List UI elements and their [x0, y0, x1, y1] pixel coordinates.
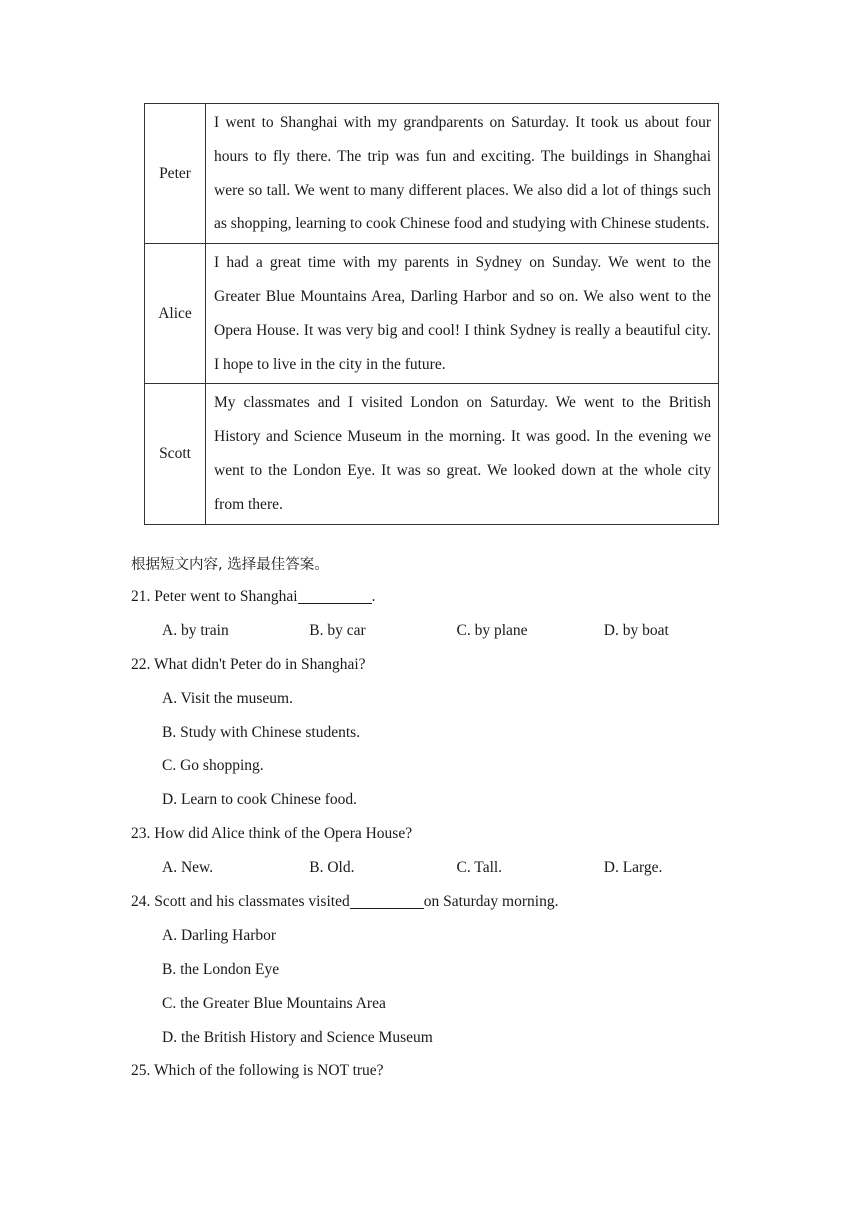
question-22: 22. What didn't Peter do in Shanghai? [131, 655, 366, 673]
option-d: D. Large. [603, 859, 663, 877]
passage-text-cell: My classmates and I visited London on Saturday. We went to the British History and Science Museum in the morning. It was good. In the evening we went to the London Eye. It was so great. We looked down at the whole city from there. [206, 384, 719, 524]
option-b: B. Old. [309, 859, 355, 877]
answer-blank [298, 583, 372, 604]
person-name-cell: Peter [145, 104, 206, 244]
option-d: D. by boat [603, 621, 669, 639]
option-b: B. by car [309, 621, 366, 639]
question-text-end: on Saturday morning. [423, 893, 559, 911]
option-b: B. Study with Chinese students. [162, 723, 361, 741]
option-c: C. Go shopping. [162, 757, 264, 775]
question-23: 23. How did Alice think of the Opera House? [131, 825, 413, 843]
question-text: 24. Scott and his classmates visited [131, 893, 350, 911]
passage-text-cell: I had a great time with my parents in Sydney on Sunday. We went to the Greater Blue Mountains Area, Darling Harbor and so on. We also went to the Opera House. It was very big and cool! I think Sydney is really a beautiful city. I hope to live in the city in the future. [206, 244, 719, 384]
options-row [131, 614, 751, 648]
option-b: B. the London Eye [162, 960, 280, 978]
option-a: A. by train [162, 621, 229, 639]
option-d: D. Learn to cook Chinese food. [162, 791, 357, 809]
question-text: 21. Peter went to Shanghai [131, 588, 298, 605]
table-row [145, 244, 719, 384]
question-text-end: . [371, 588, 376, 605]
person-name-cell: Scott [145, 384, 206, 524]
option-d: D. the British History and Science Museum [162, 1028, 433, 1046]
person-name-cell: Alice [145, 244, 206, 384]
option-a: A. Visit the museum. [162, 689, 293, 707]
passage-table [144, 103, 719, 525]
instruction-text: 根据短文内容, 选择最佳答案。 [131, 557, 329, 573]
question-24 [131, 885, 751, 919]
question-21 [131, 580, 751, 614]
table-row [145, 384, 719, 524]
option-c: C. by plane [456, 621, 528, 639]
option-a: A. New. [162, 859, 214, 877]
question-25: 25. Which of the following is NOT true? [131, 1062, 384, 1080]
passage-text-cell: I went to Shanghai with my grandparents on Saturday. It took us about four hours to fly there. The trip was fun and exciting. The buildings in Shanghai were so tall. We went to many different places. We also did a lot of things such as shopping, learning to cook Chinese food and studying with Chinese students. [206, 104, 719, 244]
table-row [145, 104, 719, 244]
question-list [131, 580, 751, 1088]
option-c: C. the Greater Blue Mountains Area [162, 994, 386, 1012]
answer-blank [350, 888, 424, 909]
option-c: C. Tall. [456, 859, 503, 877]
option-a: A. Darling Harbor [162, 926, 277, 944]
options-row [131, 851, 751, 885]
